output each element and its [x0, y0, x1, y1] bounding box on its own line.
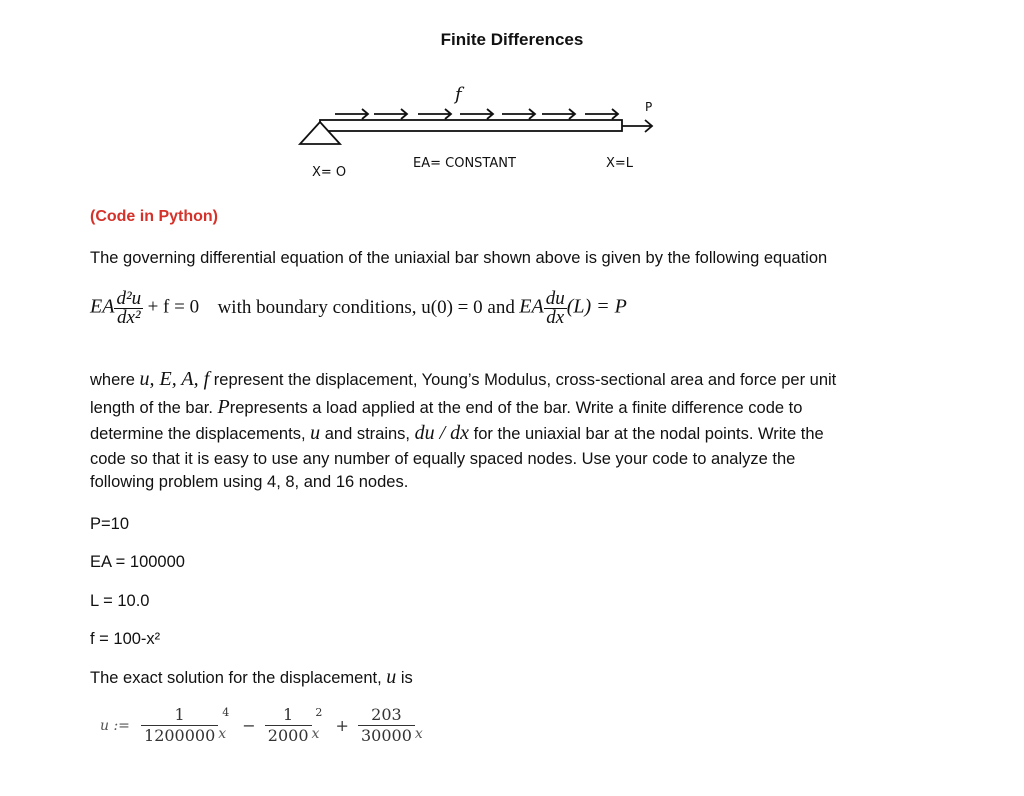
description-line: following problem using 4, 8, and 16 nodes. [90, 473, 409, 491]
load-arrow [542, 109, 575, 119]
dx-denominator: dx [546, 307, 565, 328]
dx2-denominator: dx² [116, 307, 141, 328]
d2u-dx2-fraction [114, 290, 143, 327]
du-numerator: du [545, 288, 565, 309]
param-f: f = 100-x² [90, 630, 161, 648]
param-l: L = 10.0 [90, 592, 150, 610]
load-f-label: f [455, 84, 462, 105]
param-p: P=10 [90, 515, 129, 533]
eq-ea-2: EA [519, 295, 544, 318]
bar-diagram [290, 78, 690, 178]
bar [320, 120, 622, 131]
du-dx-fraction [544, 290, 567, 327]
label-ea-constant: EA= CONSTANT [413, 156, 516, 171]
description-line: code so that it is easy to use any number of equally spaced nodes. Use your code to analyze the [90, 450, 796, 468]
d2u-numerator: d²u [116, 288, 142, 309]
description-line: length of the bar. Prepresents a load applied at the end of the bar. Write a finite difference code to [90, 396, 803, 418]
load-arrow [460, 109, 493, 119]
eq-boundary-conditions: with boundary conditions, u(0) = 0 and [217, 296, 515, 318]
math-u-e-a-f: u, E, A, f [139, 368, 210, 390]
label-x-zero: X= O [312, 165, 347, 178]
description-line: where u, E, A, f represent the displacement, Young’s Modulus, cross-sectional area and force per unit [90, 368, 837, 390]
param-ea: EA = 100000 [90, 553, 185, 571]
description-paragraph [90, 367, 970, 495]
exact-solution-intro: The exact solution for the displacement, u is [90, 666, 413, 688]
load-arrow [374, 109, 407, 119]
load-arrow [502, 109, 535, 119]
eq-at-l: (L) = P [566, 295, 627, 318]
load-arrow [335, 109, 368, 119]
code-note: (Code in Python) [90, 208, 218, 225]
math-du-dx: du / dx [414, 422, 470, 444]
exact-lhs: u := [100, 717, 130, 734]
math-u: u [310, 422, 321, 444]
exact-solution-equation: u := $\frac{1}{1200000}$ $x^4$ − $\frac{1}{2000}$ $x^2$ + $\frac{203}{30000}$ x [100, 705, 423, 745]
term3-fraction: $\frac{203}{30000}$ [358, 705, 415, 746]
load-p-label: P [645, 100, 653, 114]
eq-plus-f: + f = 0 [147, 296, 200, 318]
intro-text: The governing differential equation of the uniaxial bar shown above is given by the following equation [90, 249, 828, 267]
math-u-exact: u [386, 666, 397, 688]
math-p: P [217, 396, 230, 418]
load-arrow [585, 109, 618, 119]
load-arrow [418, 109, 451, 119]
page-title: Finite Differences [440, 30, 584, 49]
term1-fraction: $\frac{1}{1200000}$ [141, 705, 218, 746]
description-line: determine the displacements, u and strains, du / dx for the uniaxial bar at the nodal points. Write the [90, 422, 824, 444]
eq-ea: EA [90, 295, 115, 318]
end-load-arrow [622, 120, 652, 132]
governing-equation [90, 290, 627, 327]
distributed-load-arrows [335, 109, 618, 119]
term2-fraction: $\frac{1}{2000}$ [265, 705, 312, 746]
label-x-l: X=L [606, 156, 634, 171]
